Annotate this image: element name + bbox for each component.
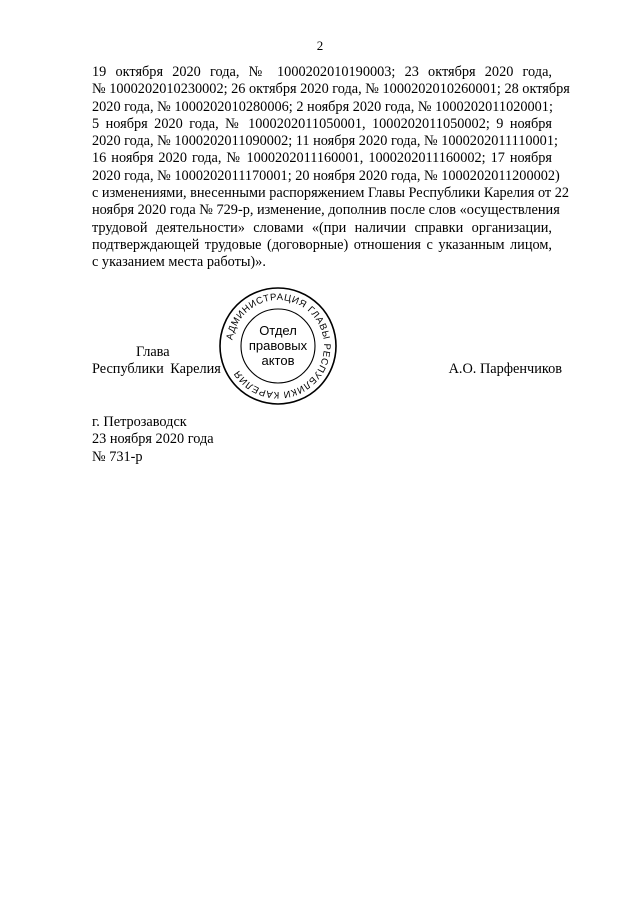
body-line: 16 ноября 2020 года, № 1000202011160001, 1000202011160002; 17 ноября — [92, 150, 552, 167]
signatory-title-line2: Республики Карелия — [92, 361, 221, 377]
body-line: 5 ноября 2020 года, № 1000202011050001, 1000202011050002; 9 ноября — [92, 115, 552, 132]
document-number: № 731-р — [92, 448, 143, 465]
signatory-name: А.О. Парфенчиков — [448, 361, 562, 377]
issue-date: 23 ноября 2020 года — [92, 431, 214, 448]
page-number: 2 — [316, 38, 324, 53]
body-line: 2020 года, № 1000202010280006; 2 ноября 2020 года, № 1000202011020001; — [92, 98, 553, 115]
body-line: ноября 2020 года № 729-р, изменение, дополнив после слов «осуществления — [92, 202, 560, 219]
issue-city: г. Петрозаводск — [92, 414, 187, 430]
stamp-center-line2: правовых — [248, 338, 308, 353]
body-line: 2020 года, № 1000202011090002; 11 ноября 2020 года, № 1000202011110001; — [92, 133, 558, 150]
body-line: № 1000202010230002; 26 октября 2020 года, № 1000202010260001; 28 октября — [92, 81, 570, 98]
official-stamp — [216, 284, 340, 408]
body-line: с изменениями, внесенными распоряжением Главы Республики Карелия от 22 — [92, 185, 570, 202]
stamp-ring-text: АДМИНИСТРАЦИЯ ГЛАВЫ РЕСПУБЛИКИ КАРЕЛИЯ — [224, 291, 333, 401]
body-line: трудовой деятельности» словами «(при наличии справки организации, — [92, 219, 552, 236]
stamp-center-line1: Отдел — [259, 323, 297, 338]
body-line: с указанием места работы)». — [92, 254, 266, 271]
body-text — [92, 64, 570, 272]
body-line: 2020 года, № 1000202011170001; 20 ноября 2020 года, № 1000202011200002) — [92, 167, 560, 184]
footer-info — [92, 414, 214, 466]
signatory-title-line1: Глава — [136, 344, 170, 360]
stamp-center-line3: актов — [261, 353, 295, 368]
body-line: 19 октября 2020 года, № 1000202010190003; 23 октября 2020 года, — [92, 64, 552, 80]
body-line: подтверждающей трудовые (договорные) отношения с указанным лицом, — [92, 236, 552, 253]
